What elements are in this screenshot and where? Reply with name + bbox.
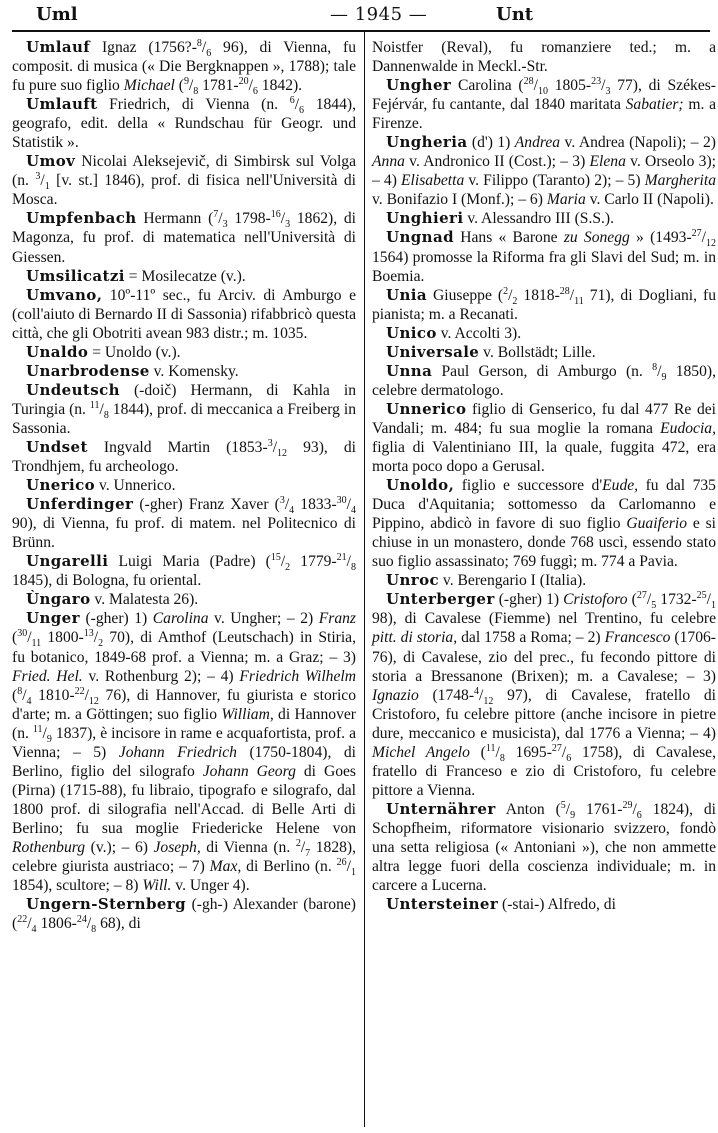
- entry-body: v. Alessandro III (S.S.).: [463, 210, 615, 228]
- entry-body: v. Unnerico.: [95, 477, 176, 495]
- entry-headword: Ungern-Sternberg: [26, 895, 186, 914]
- entry-headword: Ungarelli: [26, 552, 109, 571]
- entry-body: Noistfer (Reval), fu romanziere ted.; m. a Dannenwalde in Meckl.-Str.: [372, 39, 716, 76]
- entry-body: Ignaz ($1756?-^8/_6$ 96), di Vienna, fu composit. di musica (« Die Bergknappen », 1788); tale fu pure suo figlio Michael ($^9/_8$ $1781-^{20}/_6$ 1842).: [12, 37, 356, 98]
- entry-umvano: [12, 286, 356, 343]
- entry-ungnad: [372, 228, 716, 285]
- entry-ungher: [372, 76, 716, 133]
- entry-body: v. Komensky.: [149, 362, 239, 380]
- entry-headword: Unico: [386, 323, 437, 342]
- entry-body: figlio di Genserico, fu dal 477 Re dei Vandali; m. 484; fu sua moglie la romana Eudocia, figlia di Valentiniano III, la quale, fuggita 472, era morta poco dopo a Gerusal.: [372, 400, 716, 476]
- columns: [12, 32, 717, 1127]
- entry-body: Hans « Barone zu Sonegg » ($1493-^{27}/_{12}$ 1564) promosse la Riforma fra gli Slavi del Sud; m. in Boemia.: [372, 228, 717, 285]
- page-header: [12, 0, 710, 32]
- header-last-entry: Unt: [496, 4, 534, 25]
- page-number: — 1945 —: [330, 4, 428, 25]
- entry-body: = Mosilecatze (v.).: [124, 267, 246, 285]
- entry-body: (-gher) 1) Carolina v. Ungher; – 2) Franz ($^{30}/_{11}$ $1800-^{13}/_2$ 70), di Amthof (Leutschach) in Stiria, fu botanico, 1849-68 prof. a Vienna; m. a Graz; – 3) Fried. Hel. v. Rothenburg 2); – 4) Friedrich Wilhelm ($^8/_4$ $1810-^{22}/_{12}$ 76), di Hannover, fu giurista e storico d'arte; m. a Göttingen; suo figlio William, di Hannover (n. $^{11}/_9$ 1837), è incisore in rame e acquafortista, prof. a Vienna; – 5) Johann Friedrich (1750-1804), di Berlino, figlio del silografo Johann Georg di Goes (Pirna) (1715-88), fu libraio, tipografo e silografo, dal 1800 prof. di silografia nell'Accad. di Belle Arti di Berlino; fu sua moglie Friedericke Helene von Rothenburg (v.); – 6) Joseph, di Vienna (n. $^2/_7$ 1828), celebre giurista austriaco; – 7) Max, di Berlino (n. $^{26}/_1$ 1854), scultore; – 8) Will. v. Unger 4).: [12, 610, 356, 895]
- entry-headword: Ungheria: [386, 133, 468, 152]
- entry-headword: Unna: [386, 361, 433, 380]
- entry-headword: Untersteiner: [386, 895, 499, 914]
- entry-ungheria: [372, 133, 716, 209]
- entry-body: (-doič) Hermann, di Kahla in Turingia (n. $^{11}/_8$ 1844), prof. di meccanica a Freiberg in Sassonia.: [12, 381, 356, 437]
- entry-headword: Undset: [26, 437, 88, 456]
- entry-unarbrodense: [12, 362, 356, 381]
- entry-unroc: [372, 571, 716, 590]
- entry-body: Luigi Maria (Padre) ($^{15}/_2$ $1779-^{21}/_8$ 1845), di Bologna, fu oriental.: [12, 552, 356, 590]
- entry-body: Paul Gerson, di Amburgo (n. $^8/_9$ 1850), celebre dermatologo.: [372, 361, 716, 399]
- entry-ungarelli: [12, 552, 356, 590]
- entry-body: = Unoldo (v.).: [88, 343, 181, 361]
- entry-headword: Ungnad: [386, 228, 454, 247]
- entry-headword: Unternährer: [386, 799, 496, 818]
- entry-unternahrer: [372, 800, 716, 895]
- entry-unnerico: [372, 400, 716, 476]
- entry-body: Giuseppe ($^2/_2$ $1818-^{28}/_{11}$ 71), di Dogliani, fu pianista; m. a Recanati.: [372, 285, 716, 323]
- entry-unferdinger: [12, 495, 356, 552]
- entry-umov: [12, 152, 356, 209]
- header-first-entry: Uml: [36, 4, 78, 25]
- entry-unia: [372, 286, 716, 324]
- entry-headword: Umsilicatzi: [26, 266, 125, 285]
- entry-ungaro: [12, 590, 356, 609]
- entry-unna: [372, 362, 716, 400]
- entry-body: Ingvald Martin ($1853-^3/_{12}$ 93), di Trondhjem, fu archeologo.: [12, 437, 356, 476]
- entry-body: Nicolai Aleksejevič, di Simbirsk sul Volga (n. $^3/_1$ [v. st.] 1846), prof. di fisica nell'Università di Mosca.: [12, 153, 356, 209]
- entry-body: figlio e successore d'Eude, fu dal 735 Duca d'Aquitania; sottomesso da Carlomanno e Pippino, abdicò in favore di suo figlio Guaiferio e si chiuse in un monastero, donde 768 uscì, essendo stato suo figlio assassinato; 769 fuggì; m. 774 a Pavia.: [372, 477, 716, 571]
- entry-headword: Unghieri: [386, 209, 464, 228]
- entry-body: Friedrich, di Vienna (n. $^6/_6$ 1844), geografo, edit. della « Rundschau für Geogr. und Statistik ».: [12, 94, 356, 152]
- entry-headword: Ùngaro: [26, 590, 91, 609]
- entry-headword: Unerico: [26, 476, 96, 495]
- entry-undset: [12, 438, 356, 476]
- entry-umsilicatzi: [12, 267, 356, 286]
- entry-headword: Universale: [386, 342, 480, 361]
- entry-headword: Unroc: [386, 571, 440, 590]
- entry-body: Anton ($^5/_9$ $1761-^{29}/_6$ 1824), di Schopfheim, riformatore visionario svizzero, fondò una setta religiosa (« Antoniani »), che non ammette altra legge fuori della coscienza individuale; m. in carcere a Lucerna.: [372, 799, 716, 895]
- entry-body: v. Bollstädt; Lille.: [479, 343, 596, 361]
- entry-umlauf-ignaz: [12, 37, 356, 98]
- entry-universale: [372, 343, 716, 362]
- entry-unghieri: [372, 209, 716, 228]
- entry-body: (-gher) Franz Xaver ($^3/_4$ $1833-^{30}/_4$ 90), di Vienna, fu prof. di matem. nel Politecnico di Brünn.: [12, 494, 357, 552]
- entry-unger: [12, 609, 356, 895]
- entry-headword: Unnerico: [386, 399, 467, 418]
- entry-headword: Umov: [26, 152, 76, 171]
- entry-body: 10º-11º sec., fu Arciv. di Amburgo e (coll'aiuto di Bernardo II di Sassonia) rifabbricò questa città, che gli Obotriti avean 983 distr.; m. 1035.: [12, 286, 356, 342]
- entry-umlauft: [12, 95, 356, 152]
- entry-body: Hermann ($^7/_3$ $1798-^{16}/_3$ 1862), di Magonza, fu prof. di matematica nell'Università di Giessen.: [12, 209, 356, 266]
- entry-body: (d') 1) Andrea v. Andrea (Napoli); – 2) Anna v. Andronico II (Cost.); – 3) Elena v. Orseolo 3); – 4) Elisabetta v. Filippo (Taranto) 2); – 5) Margherita v. Bonifazio I (Monf.); – 6) Maria v. Carlo II (Napoli).: [372, 134, 716, 209]
- entry-headword: Umpfenbach: [26, 209, 137, 228]
- entry-headword: Umvano,: [26, 285, 103, 304]
- entry-body: (-stai-) Alfredo, di: [498, 896, 616, 914]
- entry-umpfenbach: [12, 209, 356, 266]
- entry-undeutsch: [12, 381, 356, 438]
- entry-headword: Unoldo,: [386, 476, 455, 495]
- entry-headword: Unterberger: [386, 590, 495, 609]
- entry-headword: Ungher: [386, 76, 452, 95]
- entry-unterberger: [372, 590, 716, 800]
- entry-headword: Unferdinger: [26, 495, 134, 514]
- entry-ungern-cont: [372, 38, 716, 76]
- entry-unaldo: [12, 343, 356, 362]
- entry-headword: Unia: [386, 285, 428, 304]
- entry-unerico: [12, 476, 356, 495]
- entry-body: Carolina ($^{28}/_{10}$ $1805-^{23}/_3$ 77), di Székes-Fejérvár, fu cantante, dal 1840 maritata Sabatier; m. a Firenze.: [372, 75, 717, 133]
- column-divider: [364, 32, 365, 1127]
- entry-unoldo: [372, 476, 716, 571]
- entry-body: v. Malatesta 26).: [90, 591, 199, 609]
- entry-unico: [372, 324, 716, 343]
- entry-body: (-gh-) Alexander (barone) ($^{22}/_4$ $1806-^{24}/_8$ 68), di: [12, 896, 356, 936]
- entry-body: (-gher) 1) Cristoforo ($^{27}/_5$ $1732-^{25}/_1$ 98), di Cavalese (Fiemme) nel Trentino, fu celebre pitt. di storia, dal 1758 a Roma; – 2) Francesco (1706-76), di Cavalese, zio del prec., fu fecondo pittore di storia a Bressanone (Brixen); m. a Cavalese; – 3) Ignazio ($1748-^4/_{12}$ 97), di Cavalese, fratello di Cristoforo, fu celebre pittore (anche incisore in pietre dure, meccanico e musicista), dal 1776 a Vienna; – 4) Michel Angelo ($^{11}/_8$ $1695-^{27}/_6$ 1758), di Cavalese, fratello di Franceso e zio di Cristoforo, fu celebre pittore a Vienna.: [372, 590, 717, 799]
- entry-headword: Unarbrodense: [26, 361, 150, 380]
- entry-headword: Unaldo: [26, 342, 89, 361]
- entry-headword: Umlauf: [26, 38, 91, 56]
- right-column: [372, 38, 716, 1127]
- entry-ungern-sternberg: [12, 895, 356, 936]
- entry-body: v. Accolti 3).: [436, 324, 522, 342]
- left-column: [12, 38, 356, 1127]
- entry-body: v. Berengario I (Italia).: [439, 572, 587, 590]
- entry-untersteiner: [372, 895, 716, 914]
- entry-headword: Umlauft: [26, 95, 98, 114]
- entry-headword: Unger: [26, 609, 80, 628]
- entry-headword: Undeutsch: [26, 380, 120, 399]
